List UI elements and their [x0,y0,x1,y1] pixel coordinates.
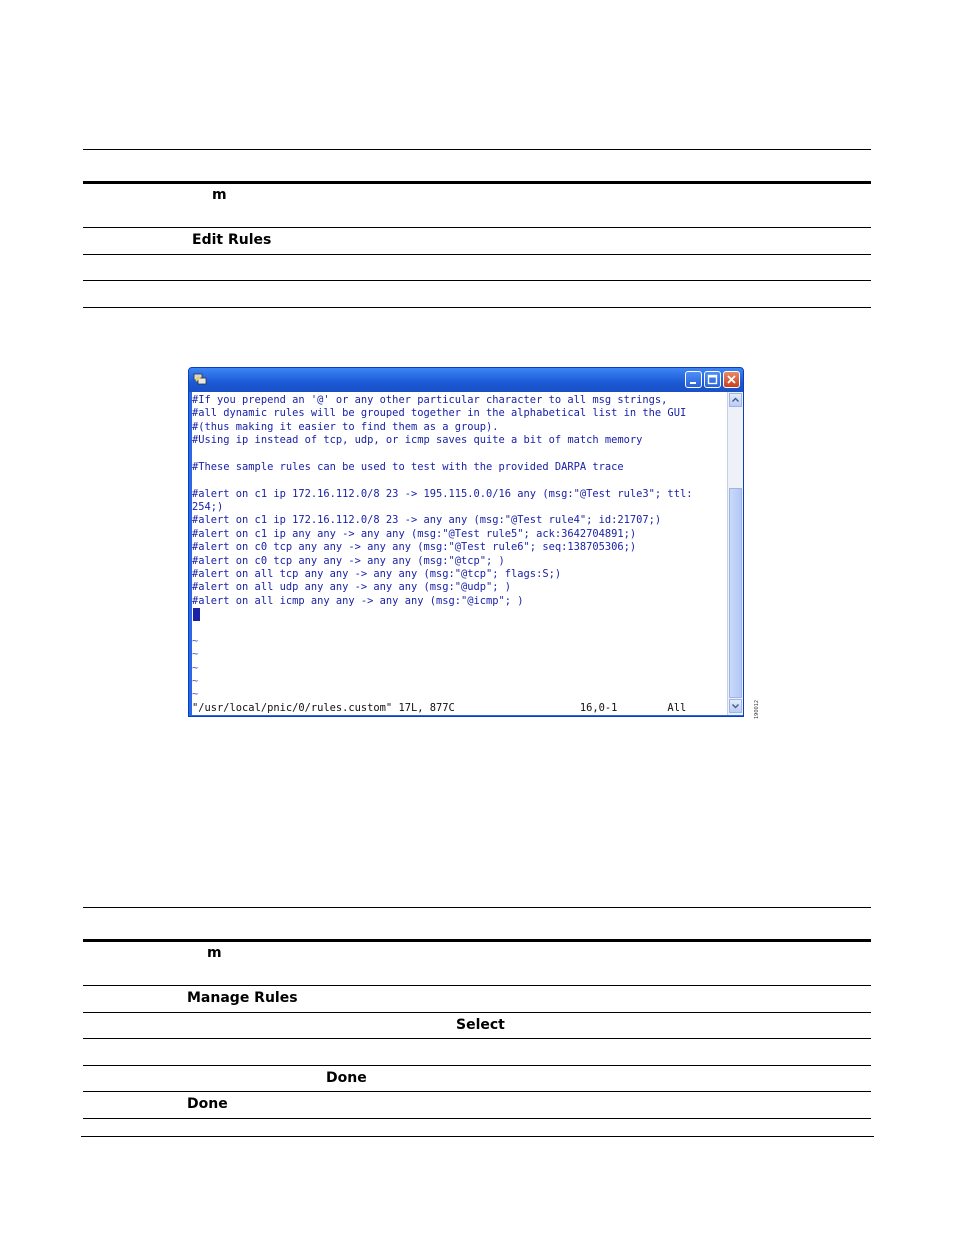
table2-header-rule [83,939,871,942]
maximize-button[interactable] [704,371,721,388]
table2-row-rule [83,1091,871,1092]
scroll-thumb[interactable] [729,488,742,698]
done-label: Done [326,1070,367,1086]
table2-top-rule [83,907,871,908]
table2-header-glyph: m [207,945,222,961]
table1-top-rule [83,149,871,150]
empty-line-marker: ~ [192,635,199,647]
table1-bottom-rule [83,307,871,308]
table2-row-rule [83,1065,871,1066]
term-line: 254;) [192,501,224,513]
page-footer-rule [81,1136,874,1137]
maximize-icon [705,372,720,387]
table1-row-rule [83,227,871,228]
manage-rules-label: Manage Rules [187,990,298,1006]
empty-line-marker: ~ [192,662,199,674]
vertical-scrollbar[interactable] [727,392,743,715]
close-icon [724,372,739,387]
term-line: #all dynamic rules will be grouped together in the alphabetical list in the GUI [192,407,687,419]
empty-line-marker: ~ [192,675,199,687]
scroll-down-button[interactable] [729,699,742,713]
table2-row-rule [83,1012,871,1013]
term-line: #alert on all tcp any any -> any any (msg:"@tcp"; flags:S;) [192,568,562,580]
empty-line-marker: ~ [192,648,199,660]
term-line: #(thus making it easier to find them as a group). [192,421,499,433]
text-cursor [193,608,200,621]
term-line: #alert on c0 tcp any any -> any any (msg:"@Test rule6"; seq:138705306;) [192,541,637,553]
term-line: #These sample rules can be used to test with the provided DARPA trace [192,461,624,473]
terminal-text-area[interactable] [192,392,727,715]
term-line: #If you prepend an '@' or any other particular character to all msg strings, [192,394,668,406]
minimize-icon [686,372,701,387]
close-button[interactable] [723,371,740,388]
minimize-button[interactable] [685,371,702,388]
scroll-up-button[interactable] [729,393,742,407]
table1-header-glyph: m [212,187,227,203]
term-line: #alert on c1 ip 172.16.112.0/8 23 -> 195.115.0.0/16 any (msg:"@Test rule3"; ttl: [192,488,693,500]
term-line: #alert on c1 ip 172.16.112.0/8 23 -> any any (msg:"@Test rule4"; id:21707;) [192,514,662,526]
empty-line-marker: ~ [192,688,199,700]
term-line: #alert on c0 tcp any any -> any any (msg:"@tcp"; ) [192,555,505,567]
table1-header-rule [83,181,871,184]
table1-row-rule [83,254,871,255]
putty-icon [193,372,207,386]
edit-rules-label: Edit Rules [192,232,272,248]
table1-row-rule [83,280,871,281]
term-line: #Using ip instead of tcp, udp, or icmp saves quite a bit of match memory [192,434,643,446]
term-line: #alert on all icmp any any -> any any (msg:"@icmp"; ) [192,595,524,607]
done-label: Done [187,1096,228,1112]
chevron-up-icon [730,394,741,406]
window-titlebar[interactable] [189,368,743,392]
select-label: Select [456,1017,505,1033]
table2-row-rule [83,985,871,986]
term-line: #alert on c1 ip any any -> any any (msg:"@Test rule5"; ack:3642704891;) [192,528,637,540]
chevron-down-icon [730,700,741,712]
terminal-window [188,367,744,717]
figure-id: 190012 [754,699,760,719]
term-line: #alert on all udp any any -> any any (msg:"@udp"; ) [192,581,512,593]
table2-row-rule [83,1118,871,1119]
table2-row-rule [83,1038,871,1039]
editor-status-line: "/usr/local/pnic/0/rules.custom" 17L, 877C 16,0-1 All [192,702,687,714]
